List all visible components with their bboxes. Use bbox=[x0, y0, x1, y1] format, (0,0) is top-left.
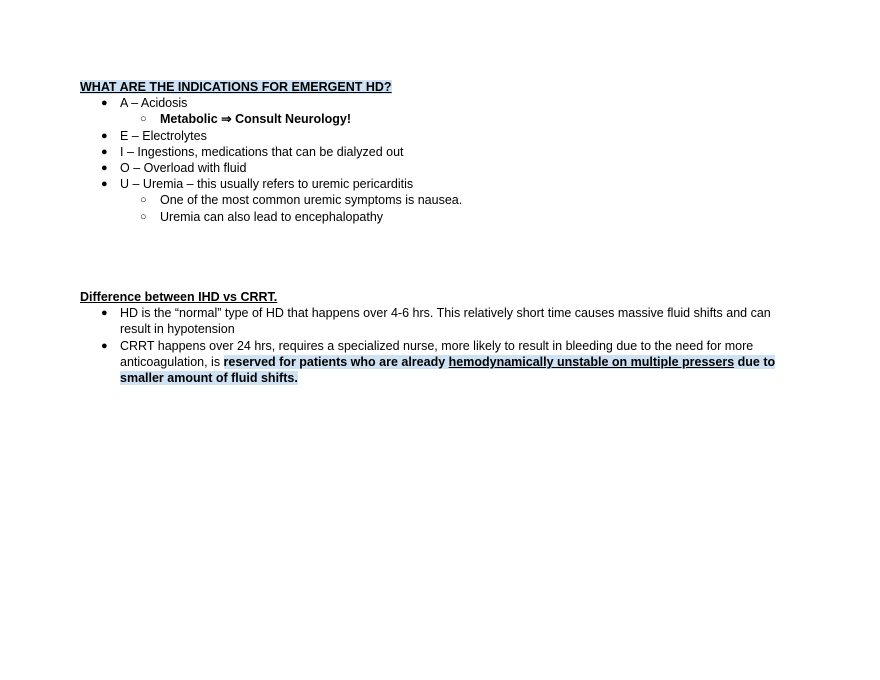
list-item-text: E – Electrolytes bbox=[120, 128, 207, 143]
list-item bbox=[80, 305, 800, 337]
bullet-icon: ● bbox=[101, 97, 108, 110]
hollow-bullet-icon: ○ bbox=[140, 194, 147, 207]
list-item bbox=[80, 95, 800, 111]
sub-list-item bbox=[80, 111, 800, 127]
ihd-vs-crrt-heading: Difference between IHD vs CRRT. bbox=[80, 290, 278, 304]
list-item-text: U – Uremia – this usually refers to uremic pericarditis bbox=[120, 177, 414, 192]
sub-list-item-text: One of the most common uremic symptoms is nausea. bbox=[160, 193, 463, 208]
list-item-text: I – Ingestions, medications that can be dialyzed out bbox=[120, 144, 404, 159]
ihd-vs-crrt-section bbox=[80, 289, 800, 386]
list-item bbox=[80, 160, 800, 176]
bullet-icon: ● bbox=[101, 307, 108, 320]
sub-list-item-text: Uremia can also lead to encephalopathy bbox=[160, 209, 384, 224]
sub-list-item bbox=[80, 192, 800, 208]
list-item-text: A – Acidosis bbox=[120, 96, 188, 111]
list-item bbox=[80, 176, 800, 192]
list-item bbox=[80, 128, 800, 144]
bullet-icon: ● bbox=[101, 129, 108, 142]
bullet-icon: ● bbox=[101, 162, 108, 175]
bullet-icon: ● bbox=[101, 145, 108, 158]
list-item-text-bold-underline: hemodynamically unstable on multiple pressers bbox=[448, 354, 735, 369]
list-item-text-bold: reserved for patients who are already bbox=[223, 354, 449, 369]
list-item-text: HD is the “normal” type of HD that happens over 4-6 hrs. This relatively short time causes massive fluid shifts and can result in hypotension bbox=[120, 306, 771, 337]
hollow-bullet-icon: ○ bbox=[140, 210, 147, 223]
list-item-text-bold-end: due to smaller amount of fluid shifts. bbox=[120, 354, 776, 386]
list-item bbox=[80, 338, 800, 387]
list-item bbox=[80, 144, 800, 160]
indications-section bbox=[80, 79, 800, 225]
sub-list-item bbox=[80, 209, 800, 225]
list-item-text: O – Overload with fluid bbox=[120, 161, 247, 176]
heading-highlight: WHAT ARE THE INDICATIONS FOR EMERGENT HD? bbox=[80, 80, 392, 94]
list-item-text-plain: CRRT happens over 24 hrs, requires a specialized nurse, more likely to result in bleeding due to the need for more anticoagulation, is bbox=[120, 338, 754, 369]
indications-list bbox=[80, 95, 800, 225]
ihd-vs-crrt-list bbox=[80, 305, 800, 386]
hollow-bullet-icon: ○ bbox=[140, 113, 147, 126]
indications-heading bbox=[80, 79, 800, 95]
sub-list-item-text: Metabolic ⇒ Consult Neurology! bbox=[160, 112, 352, 127]
bullet-icon: ● bbox=[101, 339, 108, 352]
bullet-icon: ● bbox=[101, 178, 108, 191]
